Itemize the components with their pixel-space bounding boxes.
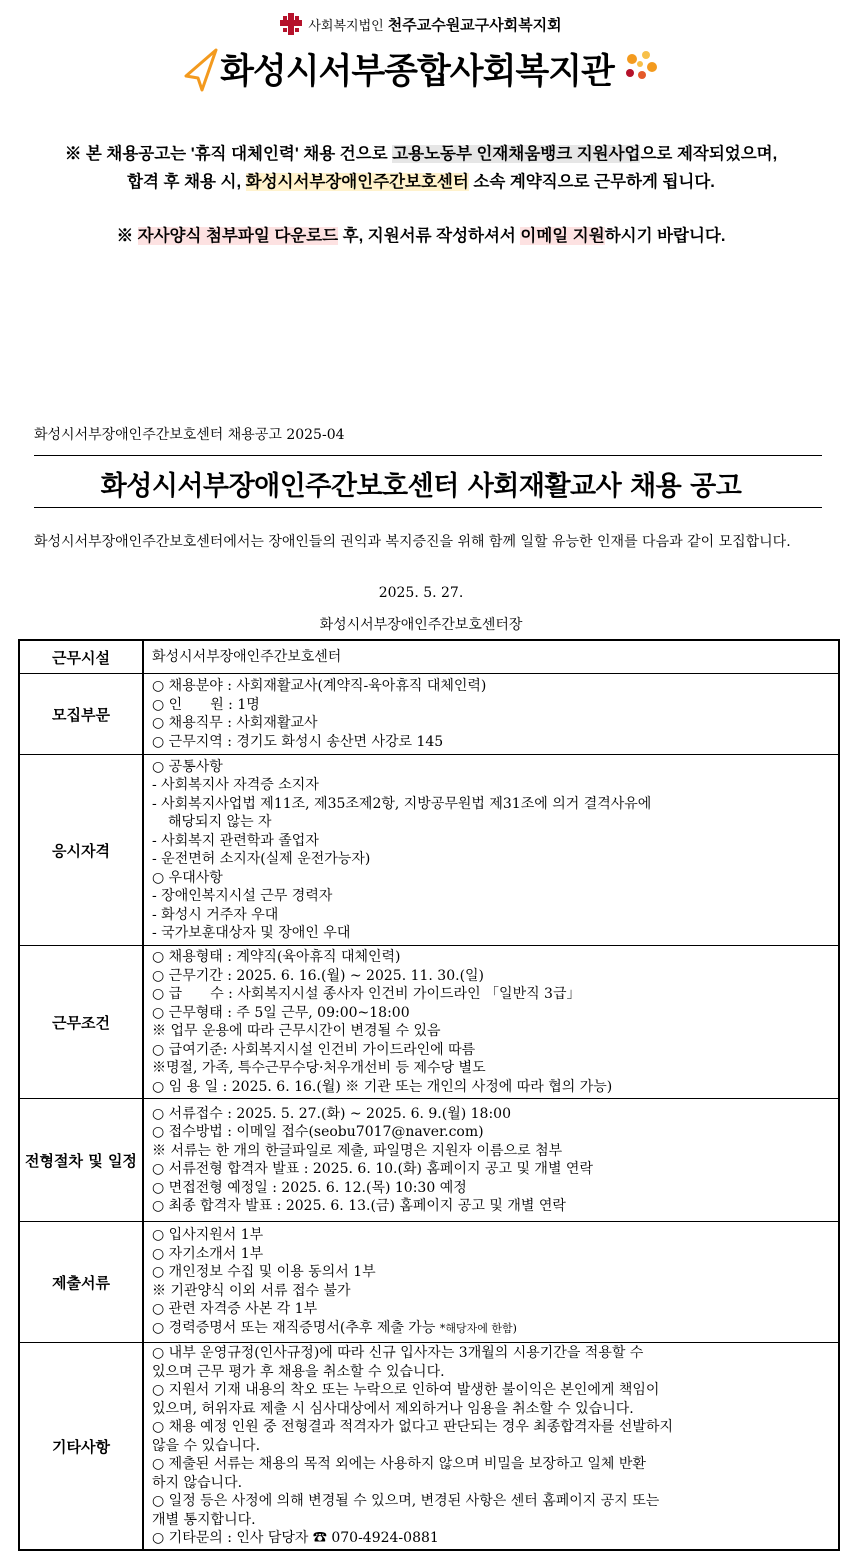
notice-highlight: 이메일 지원 [520,227,605,245]
content-line: 있으며, 허위자료 제출 시 심사대상에서 제외하거나 임용을 취소할 수 있습니다. [152,1400,634,1417]
row-content [143,1343,839,1551]
notice-text: 하시기 바랍니다. [604,227,726,245]
content-line: ○ 채용분야 : 사회재활교사(계약직-육아휴직 대체인력) [152,678,487,694]
content-line: ○ 지원서 기재 내용의 착오 또는 누락으로 인하여 발생한 불이익은 본인에게 책임이 [152,1382,660,1399]
content-line: ○ 입사지원서 1부 [152,1227,264,1243]
content-line: ※ 기관양식 이외 서류 접수 불가 [152,1282,351,1299]
center-name: 화성시서부종합사회복지관 [220,52,614,92]
content-line: ※ 업무 운용에 따라 근무시간이 변경될 수 있음 [152,1023,441,1039]
content-line: 있으며 근무 평가 후 채용을 취소할 수 있습니다. [152,1363,445,1380]
center-name-logo [0,44,842,96]
notice-text: 소속 계약직으로 근무하게 됩니다. [468,173,715,191]
content-line: ※ 서류는 한 개의 한글파일로 제출, 파일명은 지원자 이름으로 첨부 [152,1142,563,1159]
notice-highlight: 고용노동부 인재채움뱅크 지원사업 [392,145,641,163]
org-prefix: 사회복지법인 [308,19,384,34]
row-header: 근무조건 [19,946,143,1099]
row-header: 모집부문 [19,674,143,755]
content-line: ○ 근무기간 : 2025. 6. 16.(월) ~ 2025. 11. 30.(일) [152,967,485,984]
content-line: ○ 공통사항 [152,758,223,775]
row-header: 전형절차 및 일정 [19,1099,143,1222]
content-line: 않을 수 있습니다. [152,1437,261,1454]
content-line: ○ 급 수 : 사회복지시설 종사자 인건비 가이드라인 「일반직 3급」 [152,986,581,1002]
row-content [143,640,839,674]
content-line: ○ 최종 합격자 발표 : 2025. 6. 13.(금) 홈페이지 공고 및 개별 연락 [152,1198,566,1214]
row-content [143,1099,839,1222]
orange-flag-logo-icon [180,46,220,92]
row-content [143,674,839,755]
notice-line-3 [0,222,842,246]
content-line: ○ 채용직무 : 사회재활교사 [152,715,318,731]
notice-text: ※ [116,227,138,245]
footnote-text: *해당자에 한함) [439,1321,517,1335]
content-line: ○ 채용형태 : 계약직(육아휴직 대체인력) [152,949,401,965]
org-name: 천주교수원교구사회복지회 [387,16,562,34]
content-line: ○ 개인정보 수집 및 이용 동의서 1부 [152,1264,376,1280]
title-bottom-rule [34,507,822,508]
notice-line-2 [0,168,842,192]
content-line: ○ 인 원 : 1명 [152,696,260,713]
announcement-title: 화성시서부장애인주간보호센터 사회재활교사 채용 공고 [100,471,742,502]
content-line: 화성시서부장애인주간보호센터 [152,648,342,665]
notice-highlight: 자사양식 첨부파일 다운로드 [137,227,339,245]
content-line: 해당되지 않는 자 [168,814,272,830]
table-row [19,946,839,1099]
notice-text: 합격 후 채용 시, [127,173,246,191]
table-row [19,674,839,755]
content-line: - 운전면허 소지자(실제 운전가능자) [152,851,371,867]
contact-line: ○ 기타문의 : 인사 담당자 ☎ 070-4924-0881 [152,1530,439,1547]
content-line: ○ 관련 자격증 사본 각 1부 [152,1301,318,1317]
notice-text: ※ 본 채용공고는 '휴직 대체인력' 채용 건으로 [64,145,393,163]
row-header: 근무시설 [19,640,143,674]
content-line: ○ 임 용 일 : 2025. 6. 16.(월) ※ 기관 또는 개인의 사정에 따라 협의 가능) [152,1078,613,1095]
content-line: 하지 않습니다. [152,1474,243,1491]
content-line: - 화성시 거주자 우대 [152,906,279,923]
content-line: ○ 우대사항 [152,869,223,886]
content-line: ○ 자기소개서 1부 [152,1245,264,1262]
announcement-signer: 화성시서부장애인주간보호센터장 [319,617,523,633]
content-line: ○ 급여기준: 사회복지시설 인건비 가이드라인에 따름 [152,1041,476,1058]
content-line: ○ 서류전형 합격자 발표 : 2025. 6. 10.(화) 홈페이지 공고 및 개별 연락 [152,1161,593,1177]
row-header: 제출서류 [19,1222,143,1343]
content-line [152,1319,830,1339]
announcement-date: 2025. 5. 27. [378,585,464,601]
notice-highlight: 화성시서부장애인주간보호센터 [245,173,469,191]
table-row [19,1222,839,1343]
row-content [143,946,839,1099]
row-header: 응시자격 [19,755,143,946]
table-row [19,755,839,946]
email-line[interactable]: ○ 접수방법 : 이메일 접수(seobu7017@naver.com) [152,1124,484,1140]
flower-logo-icon [618,47,662,87]
content-line: - 국가보훈대상자 및 장애인 우대 [152,925,351,941]
content-line: - 사회복지 관련학과 졸업자 [152,832,319,849]
content-line: - 장애인복지시설 근무 경력자 [152,888,333,904]
row-header: 기타사항 [19,1343,143,1551]
table-row [19,1343,839,1551]
notice-text: 으로 제작되었으며, [640,145,778,163]
catholic-cross-logo-icon [280,13,302,35]
title-top-rule [34,455,822,456]
notice-line-1 [0,140,842,164]
announcement-intro: 화성시서부장애인주간보호센터에서는 장애인들의 권익과 복지증진을 위해 함께 일할 유능한 인재를 다음과 같이 모집합니다. [34,534,791,550]
content-line: ○ 근무지역 : 경기도 화성시 송산면 사강로 145 [152,733,444,750]
org-line [0,14,842,37]
content-line-text: ○ 경력증명서 또는 재직증명서(추후 제출 가능 [152,1319,440,1336]
content-line: ○ 서류접수 : 2025. 5. 27.(화) ~ 2025. 6. 9.(월) 18:00 [152,1105,511,1122]
recruitment-table [18,639,840,1551]
announcement-number: 화성시서부장애인주간보호센터 채용공고 2025-04 [34,427,345,443]
content-line: ○ 면접전형 예정일 : 2025. 6. 12.(목) 10:30 예정 [152,1179,467,1196]
row-content [143,755,839,946]
content-line: ○ 내부 운영규정(인사규정)에 따라 신규 입사자는 3개월의 시용기간을 적용할 수 [152,1345,644,1362]
content-line: ○ 채용 예정 인원 중 전형결과 적격자가 없다고 판단되는 경우 최종합격자를 선발하지 [152,1419,673,1436]
table-row [19,1099,839,1222]
notice-text: 후, 지원서류 작성하셔서 [338,227,521,245]
content-line: ※명절, 가족, 특수근무수당·처우개선비 등 제수당 별도 [152,1060,486,1076]
content-line: 개별 통지합니다. [152,1511,256,1528]
content-line: ○ 일정 등은 사정에 의해 변경될 수 있으며, 변경된 사항은 센터 홈페이지 공지 또는 [152,1493,660,1510]
table-row [19,640,839,674]
content-line: ○ 근무형태 : 주 5일 근무, 09:00~18:00 [152,1004,410,1021]
row-content [143,1222,839,1343]
content-line: - 사회복지사 자격증 소지자 [152,777,319,793]
content-line: - 사회복지사업법 제11조, 제35조제2항, 지방공무원법 제31조에 의거 결격사유에 [152,795,652,812]
content-line: ○ 제출된 서류는 채용의 목적 외에는 사용하지 않으며 비밀을 보장하고 일체 반환 [152,1456,646,1473]
